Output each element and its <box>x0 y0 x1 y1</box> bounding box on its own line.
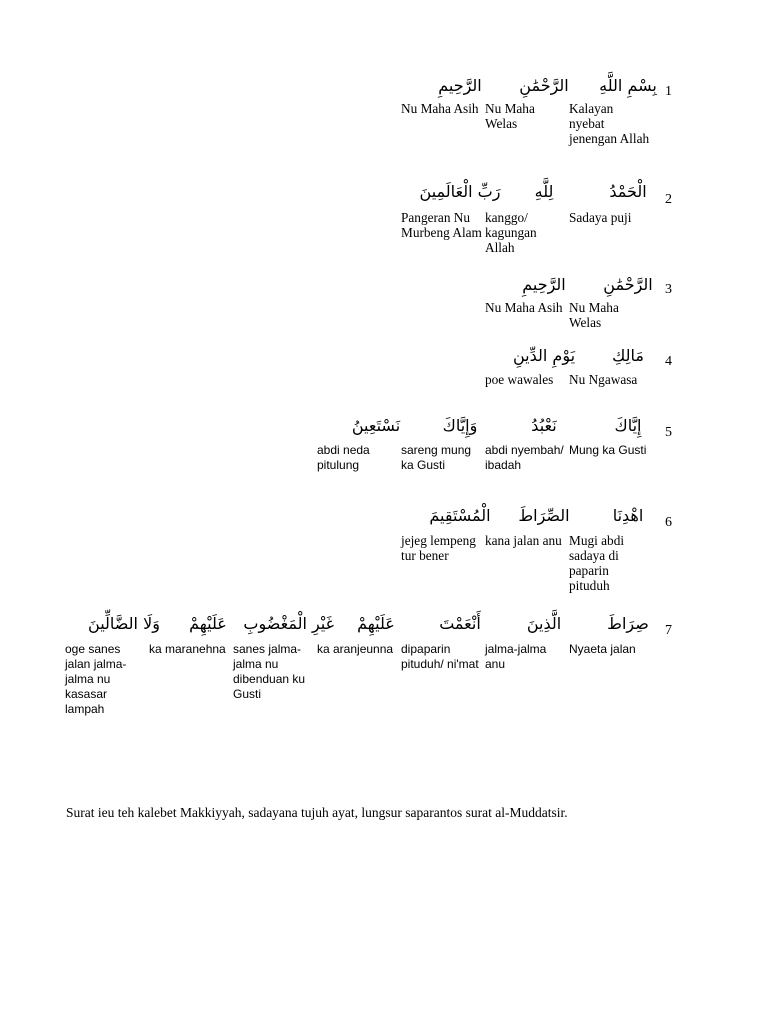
translation-text: kana jalan anu <box>485 533 562 548</box>
translation-text: jalma-jalma anu <box>485 642 547 671</box>
translation-text: oge sanes jalan jalma-jalma nu kasasar lampah <box>65 642 127 716</box>
translation-text: ka aranjeunna <box>317 642 394 656</box>
verse-number: 6 <box>665 515 672 530</box>
arabic-word: اهْدِنَا <box>612 506 644 525</box>
translation-text: jejeg lempeng tur bener <box>401 533 476 563</box>
translation-text: Nu Ngawasa <box>569 372 638 387</box>
translation-text: abdi nyembah/ ibadah <box>485 443 564 472</box>
arabic-word: لِلَّهِ <box>534 182 554 201</box>
arabic-word: الرَّحْمَٰنِ <box>603 275 653 294</box>
translation-text: kanggo/ kagungan Allah <box>485 210 537 255</box>
translation-text: Nu Maha Asih <box>401 101 479 116</box>
arabic-word: وَلَا الضَّالِّينَ <box>88 614 160 633</box>
arabic-word: صِرَاطَ <box>607 614 649 633</box>
verse-number: 5 <box>665 425 672 440</box>
arabic-word: رَبِّ الْعَالَمِينَ <box>419 182 501 201</box>
arabic-word: الرَّحْمَٰنِ <box>519 76 569 95</box>
verse-number: 7 <box>665 623 672 638</box>
verse-number: 1 <box>665 84 672 99</box>
translation-text: Mung ka Gusti <box>569 443 647 457</box>
translation-text: poe wawales <box>485 372 554 387</box>
arabic-word: أَنْعَمْتَ <box>439 614 481 633</box>
arabic-word: مَالِكِ <box>612 346 644 365</box>
arabic-word: إِيَّاكَ <box>614 416 642 435</box>
translation-text: Pangeran Nu Murbeng Alam <box>401 210 482 240</box>
arabic-word: الرَّحِيمِ <box>522 275 566 294</box>
arabic-word: يَوْمِ الدِّينِ <box>512 346 576 365</box>
arabic-word: الْمُسْتَقِيمَ <box>429 506 491 525</box>
arabic-word: الرَّحِيمِ <box>438 76 482 95</box>
translation-text: Nu Maha Welas <box>485 101 535 131</box>
arabic-word: الَّذِينَ <box>526 614 562 633</box>
verse-number: 4 <box>665 354 672 369</box>
arabic-word: نَسْتَعِينُ <box>351 416 401 435</box>
arabic-word: عَلَيْهِمْ <box>189 614 227 633</box>
verse-number: 2 <box>665 192 672 207</box>
translation-text: Mugi abdi sadaya di paparin pituduh <box>569 533 625 593</box>
translation-text: ka maranehna <box>149 642 226 656</box>
translation-text: Kalayan nyebat jenengan Allah <box>569 101 650 146</box>
translation-text: Nyaeta jalan <box>569 642 636 656</box>
arabic-word: الصِّرَاطَ <box>518 506 570 525</box>
translation-text: abdi neda pitulung <box>317 443 370 472</box>
arabic-word: عَلَيْهِمْ <box>357 614 395 633</box>
footer-note: Surat ieu teh kalebet Makkiyyah, sadayana tujuh ayat, lungsur saparantos surat al-Muddatsir. <box>66 805 568 820</box>
arabic-word: بِسْمِ اللَّهِ <box>599 76 657 95</box>
arabic-word: الْحَمْدُ <box>609 182 647 201</box>
translation-text: sanes jalma-jalma nu dibenduan ku Gusti <box>233 642 306 701</box>
arabic-word: وَإِيَّاكَ <box>442 416 478 435</box>
translation-text: dipaparin pituduh/ ni'mat <box>401 642 479 671</box>
translation-text: Nu Maha Asih <box>485 300 563 315</box>
arabic-word: غَيْرِ الْمَغْضُوبِ <box>243 614 334 633</box>
translation-text: Sadaya puji <box>569 210 632 225</box>
arabic-word: نَعْبُدُ <box>531 416 557 435</box>
translation-text: sareng mung ka Gusti <box>401 443 472 472</box>
translation-text: Nu Maha Welas <box>569 300 619 330</box>
verse-number: 3 <box>665 282 672 297</box>
